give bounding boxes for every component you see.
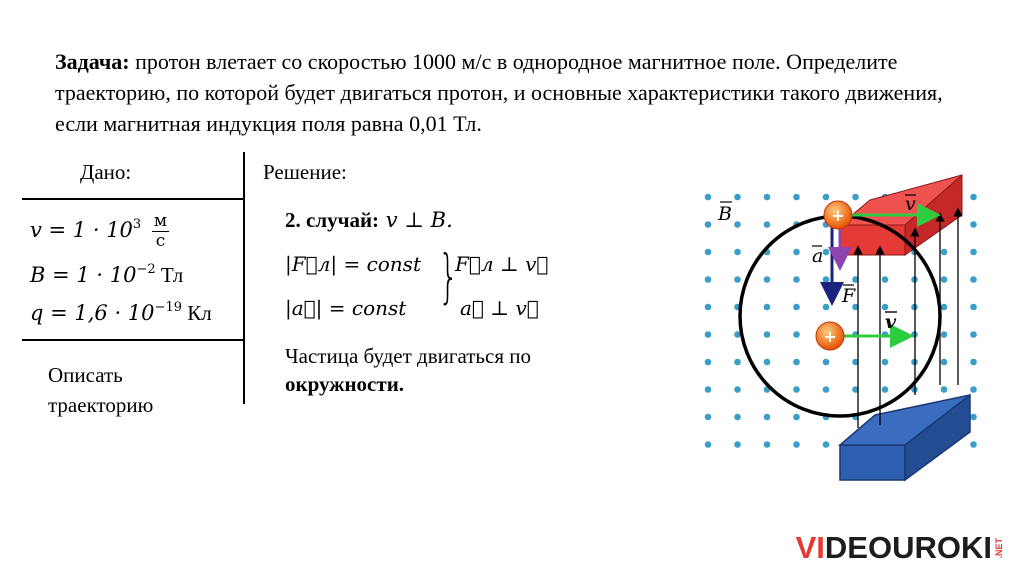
solution-case	[285, 208, 453, 233]
field-dot	[970, 441, 977, 448]
field-dot	[970, 414, 977, 421]
field-dot	[882, 386, 889, 393]
field-dot	[882, 359, 889, 366]
find-block	[48, 360, 153, 420]
field-dot	[823, 304, 830, 311]
field-dot	[734, 276, 741, 283]
field-dot	[793, 331, 800, 338]
velocity-exponent: 3	[132, 217, 142, 232]
label-F: F	[842, 285, 856, 307]
field-dot	[823, 276, 830, 283]
induction-exponent: −2	[136, 262, 156, 277]
field-dot	[793, 441, 800, 448]
table-divider-bottom	[22, 339, 245, 341]
label-v-middle: v	[885, 311, 897, 333]
field-dot	[764, 276, 771, 283]
case-condition: 𝑣 ⊥ 𝐵.	[379, 208, 453, 232]
field-dot	[823, 194, 830, 201]
field-dot	[882, 276, 889, 283]
charge-exponent: −19	[154, 300, 182, 315]
proton-middle-sign: +	[823, 327, 837, 346]
field-dot	[705, 414, 712, 421]
label-B: B	[718, 203, 732, 225]
problem-text: протон влетает со скоростью 1000 м/с в однородное магнитное поле. Определите траекторию, по которой будет двигаться протон, и основные характеристики такого движения, если магнитная индукция поля равна 0,01 Тл.	[55, 49, 943, 136]
conclusion-line-1: Частица будет двигаться по	[285, 344, 531, 368]
field-dot	[970, 386, 977, 393]
given-charge	[30, 300, 212, 326]
field-dot	[823, 441, 830, 448]
field-dot	[734, 414, 741, 421]
proton-top-sign: +	[831, 206, 845, 225]
field-dot	[705, 386, 712, 393]
magnetic-field-diagram	[700, 170, 990, 490]
field-dot	[970, 359, 977, 366]
field-dot	[705, 221, 712, 228]
field-dot	[852, 194, 859, 201]
field-dot	[764, 304, 771, 311]
field-dot	[734, 249, 741, 256]
field-dot	[734, 386, 741, 393]
induction-expression: 𝐵 = 1 · 10	[30, 263, 137, 287]
field-dot	[705, 331, 712, 338]
field-dot	[764, 441, 771, 448]
field-dot	[970, 221, 977, 228]
field-dot	[793, 414, 800, 421]
given-velocity	[30, 212, 169, 251]
find-line-1: Описать	[48, 363, 123, 387]
field-dot	[823, 386, 830, 393]
field-dot	[823, 249, 830, 256]
field-dot	[734, 194, 741, 201]
field-dot	[764, 359, 771, 366]
field-dot	[764, 221, 771, 228]
field-dot	[941, 331, 948, 338]
field-dot	[705, 249, 712, 256]
logo-part-net: .NET	[994, 537, 1004, 559]
magnet-block	[840, 395, 970, 480]
field-dot	[734, 441, 741, 448]
given-title: Дано:	[80, 160, 132, 184]
find-line-2: траекторию	[48, 393, 154, 417]
accel-magnitude-eq: |𝑎⃗| = 𝑐𝑜𝑛𝑠𝑡	[285, 296, 407, 320]
induction-unit: Тл	[155, 263, 184, 287]
charge-expression: 𝑞 = 1,6 · 10	[30, 301, 155, 325]
field-dot	[705, 276, 712, 283]
field-dot	[941, 304, 948, 311]
problem-statement	[55, 46, 975, 139]
brace-symbol: }	[438, 242, 459, 310]
field-dot	[705, 304, 712, 311]
label-a: a	[812, 245, 824, 267]
field-dot	[941, 359, 948, 366]
field-dot	[705, 359, 712, 366]
field-dot	[882, 304, 889, 311]
logo-part-vi: VI	[795, 530, 825, 565]
field-dot	[970, 331, 977, 338]
field-dot	[793, 194, 800, 201]
velocity-expression: 𝑣 = 1 · 10	[30, 218, 133, 242]
field-dot	[793, 276, 800, 283]
table-divider-vertical	[243, 152, 245, 404]
logo-part-rest: DEOUROKI	[824, 530, 992, 565]
field-dot	[793, 249, 800, 256]
given-induction	[30, 262, 183, 288]
field-dot	[941, 386, 948, 393]
field-dot	[941, 276, 948, 283]
velocity-unit-denominator: с	[155, 231, 166, 251]
solution-title: Решение:	[263, 160, 347, 184]
force-magnitude-eq: |𝐹⃗л| = 𝑐𝑜𝑛𝑠𝑡	[285, 252, 421, 276]
force-perp-relation: 𝐹⃗л ⊥ 𝑣⃗	[455, 252, 549, 276]
field-dot	[793, 304, 800, 311]
field-dot	[970, 304, 977, 311]
solution-conclusion	[285, 342, 531, 398]
field-dot	[793, 386, 800, 393]
case-label: 2. случай:	[285, 208, 380, 232]
field-dot	[793, 359, 800, 366]
field-dot	[941, 249, 948, 256]
velocity-unit	[152, 212, 169, 251]
field-dot	[970, 194, 977, 201]
label-v-top: v	[905, 193, 916, 215]
field-dot	[734, 359, 741, 366]
velocity-unit-numerator: м	[153, 211, 168, 231]
problem-label: Задача:	[55, 49, 130, 74]
field-dot	[734, 221, 741, 228]
field-dot	[970, 249, 977, 256]
table-divider-top	[22, 198, 245, 200]
field-dot	[705, 194, 712, 201]
field-dot	[764, 194, 771, 201]
field-dot	[764, 331, 771, 338]
field-dot	[970, 276, 977, 283]
charge-unit: Кл	[181, 301, 212, 325]
field-dot	[705, 441, 712, 448]
accel-perp-relation: 𝑎⃗ ⊥ 𝑣⃗	[460, 296, 539, 320]
field-dot	[823, 359, 830, 366]
videouroki-logo	[796, 528, 1004, 568]
conclusion-line-2: окружности.	[285, 372, 405, 396]
field-dot	[764, 414, 771, 421]
